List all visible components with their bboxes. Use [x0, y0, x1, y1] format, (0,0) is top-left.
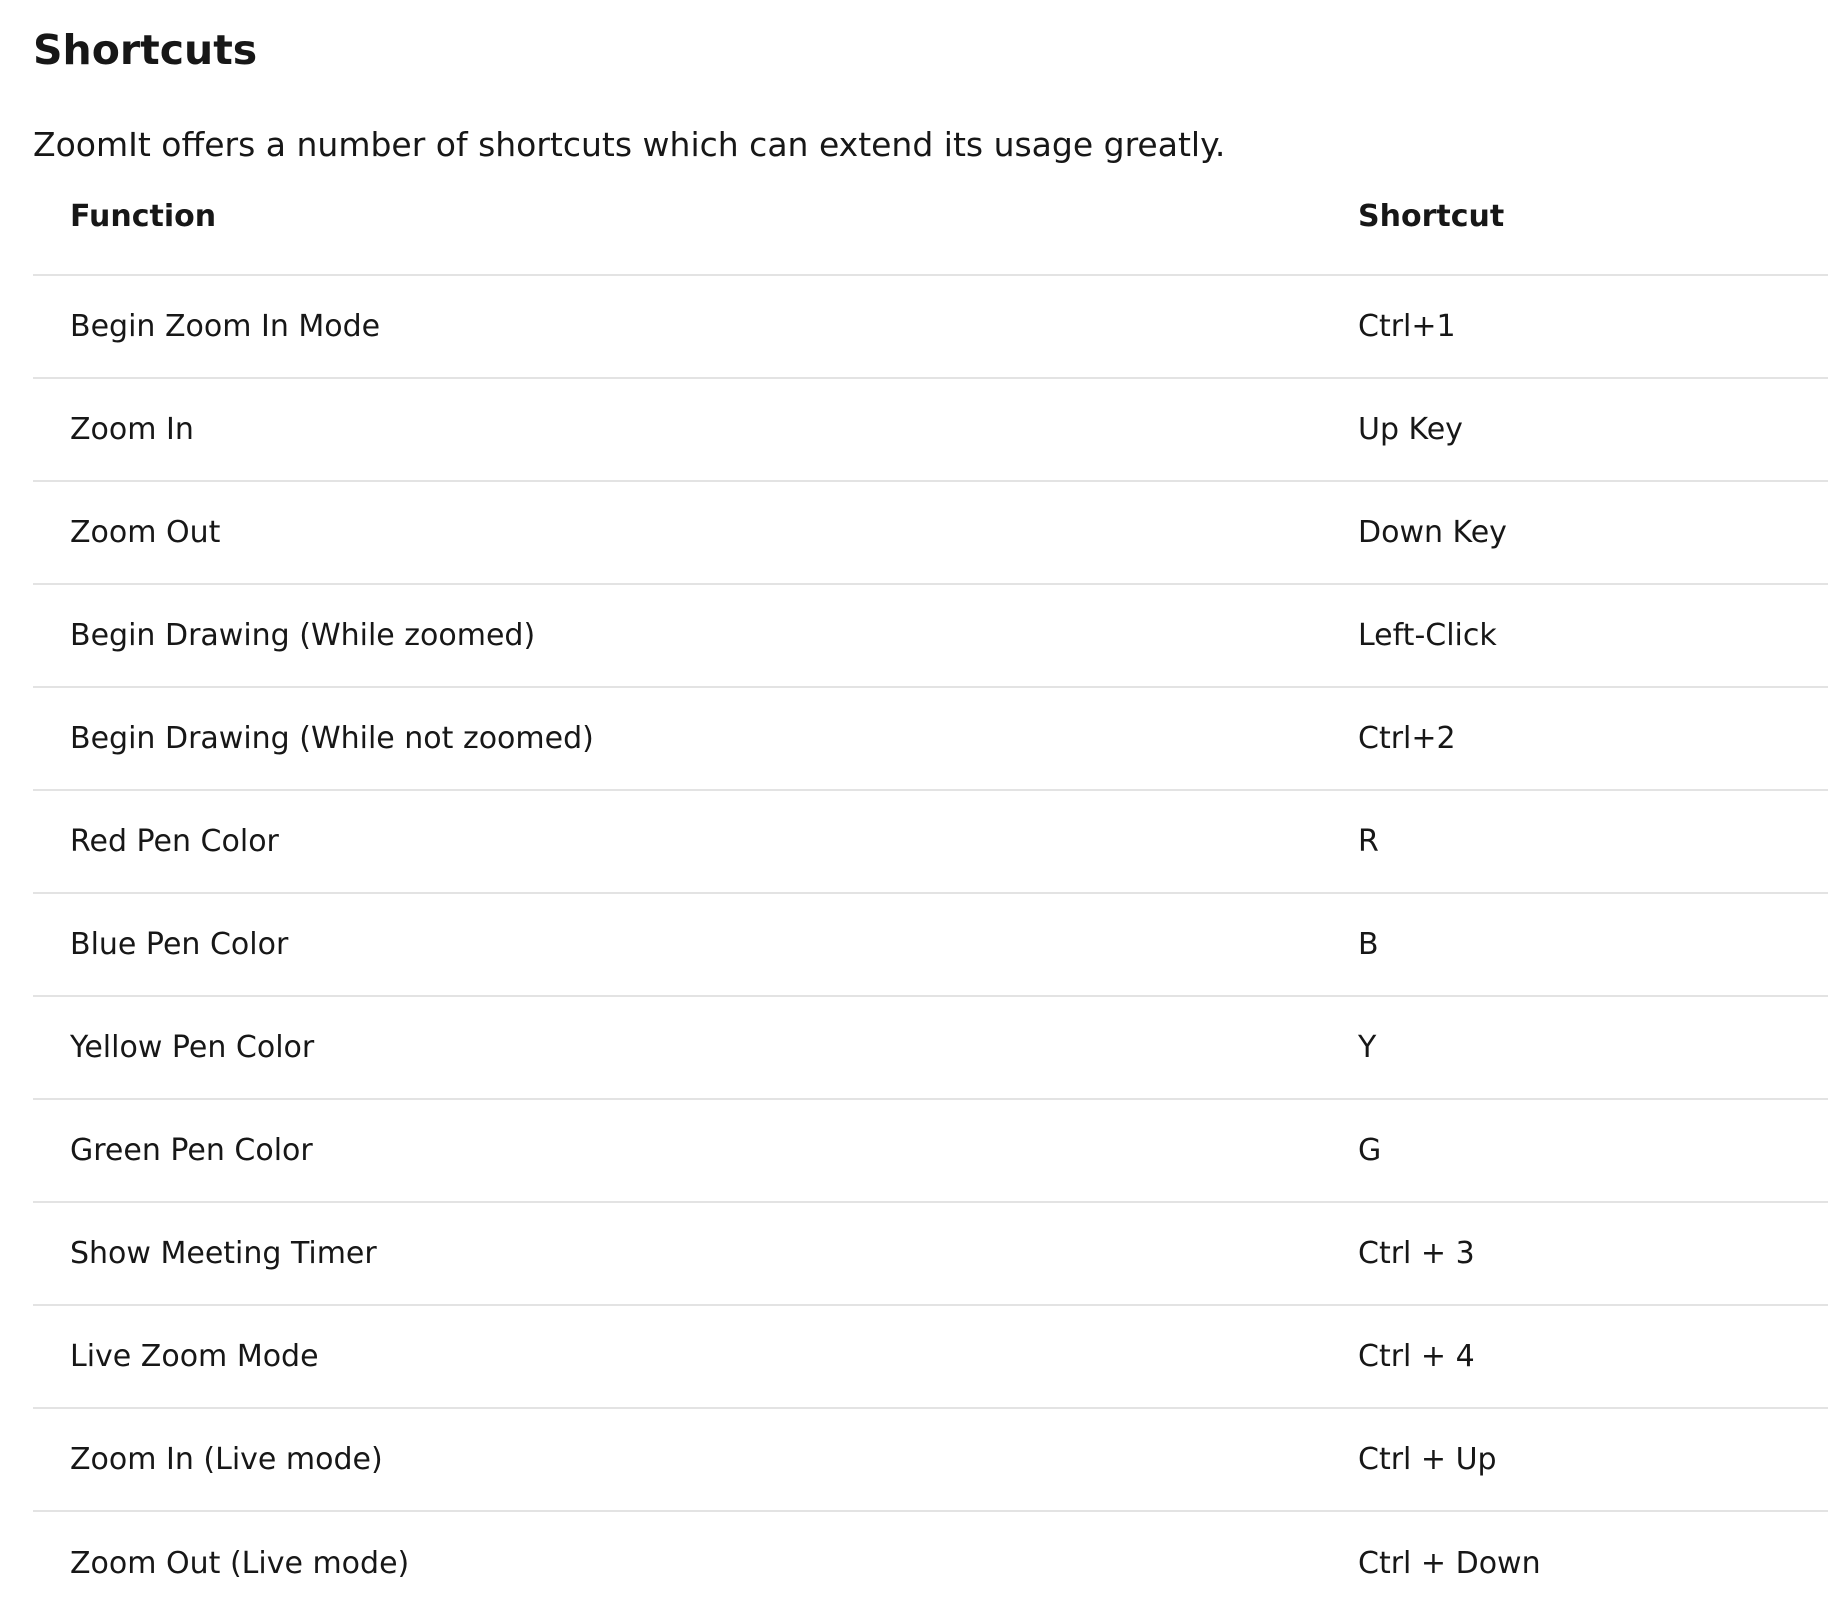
intro-paragraph: ZoomIt offers a number of shortcuts which can extend its usage greatly. [33, 125, 1226, 164]
column-header-function: Function [33, 173, 1321, 275]
column-header-shortcut: Shortcut [1321, 173, 1828, 275]
function-cell: Begin Drawing (While not zoomed) [33, 687, 1321, 790]
function-cell: Zoom Out [33, 481, 1321, 584]
section-heading: Shortcuts [33, 26, 258, 74]
shortcut-cell: Ctrl+1 [1321, 275, 1828, 378]
function-cell: Blue Pen Color [33, 893, 1321, 996]
table-row [33, 790, 1828, 893]
function-cell: Red Pen Color [33, 790, 1321, 893]
shortcut-cell: Ctrl + 3 [1321, 1202, 1828, 1305]
table-row [33, 1099, 1828, 1202]
table-row [33, 275, 1828, 378]
function-cell: Live Zoom Mode [33, 1305, 1321, 1408]
table-row [33, 1305, 1828, 1408]
shortcut-cell: Down Key [1321, 481, 1828, 584]
table-row [33, 584, 1828, 687]
function-cell: Yellow Pen Color [33, 996, 1321, 1099]
table-row [33, 1408, 1828, 1511]
shortcut-cell: Ctrl + Up [1321, 1408, 1828, 1511]
table-header-row [33, 173, 1828, 275]
shortcut-cell: Ctrl+2 [1321, 687, 1828, 790]
shortcut-cell: G [1321, 1099, 1828, 1202]
shortcut-cell: Ctrl + Down [1358, 1545, 1541, 1581]
function-cell: Begin Drawing (While zoomed) [33, 584, 1321, 687]
function-cell: Zoom Out (Live mode) [70, 1545, 410, 1581]
function-cell: Zoom In (Live mode) [33, 1408, 1321, 1511]
function-cell: Zoom In [33, 378, 1321, 481]
table-row [33, 1511, 1828, 1614]
shortcut-cell: Ctrl + 4 [1321, 1305, 1828, 1408]
shortcut-cell: B [1321, 893, 1828, 996]
table-row [33, 481, 1828, 584]
function-cell: Show Meeting Timer [33, 1202, 1321, 1305]
function-cell: Green Pen Color [33, 1099, 1321, 1202]
shortcut-cell: Up Key [1321, 378, 1828, 481]
table-row [33, 687, 1828, 790]
function-cell: Begin Zoom In Mode [33, 275, 1321, 378]
table-row [33, 1202, 1828, 1305]
table-row [33, 893, 1828, 996]
shortcut-cell: Left-Click [1321, 584, 1828, 687]
shortcuts-table [33, 173, 1828, 1614]
shortcut-cell: Y [1321, 996, 1828, 1099]
table-row [33, 996, 1828, 1099]
table-row [33, 378, 1828, 481]
shortcut-cell: R [1321, 790, 1828, 893]
